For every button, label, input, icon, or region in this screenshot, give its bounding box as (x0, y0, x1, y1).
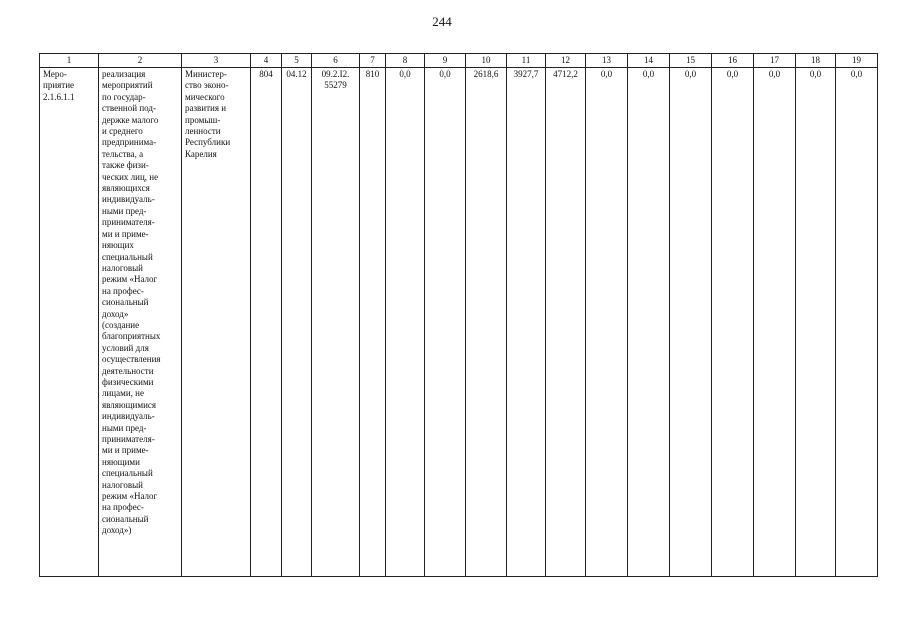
cell-text-line: мического (185, 91, 225, 102)
cell-text-line: ственной под- (102, 103, 156, 114)
cell-text-line: режим «Налог (102, 491, 158, 502)
cell-text-line: ными пред- (102, 422, 147, 433)
cell-col-17: 0,0 (754, 68, 796, 577)
cell-col-5: 04.12 (282, 68, 312, 577)
cell-text-line: и среднего (102, 126, 143, 137)
cell-text-line: Карелия (185, 148, 217, 159)
cell-text-line: няющими (102, 456, 140, 467)
cell-text-line: налоговый (102, 262, 143, 273)
cell-text-line: на профес- (102, 502, 144, 513)
col-header-2: 2 (99, 54, 182, 68)
cell-text-line: условий для (102, 342, 149, 353)
cell-text-line: по государ- (102, 91, 146, 102)
col-header-12: 12 (546, 54, 586, 68)
cell-text-line: доход») (102, 525, 132, 536)
cell-text-line: держке малого (102, 114, 159, 125)
cell-text-line: сиональный (102, 297, 149, 308)
col-header-8: 8 (386, 54, 425, 68)
cell-text-line: Министер- (185, 69, 227, 79)
cell-col-7: 810 (360, 68, 386, 577)
cell-text-line: также физи- (102, 160, 149, 171)
col-header-18: 18 (796, 54, 836, 68)
cell-text-line: ческих лиц, не (102, 171, 159, 182)
col-header-16: 16 (712, 54, 754, 68)
cell-text-line: индивидуаль- (102, 194, 155, 205)
col-header-14: 14 (628, 54, 670, 68)
col-header-17: 17 (754, 54, 796, 68)
col-header-9: 9 (425, 54, 466, 68)
cell-text-line: деятельности (102, 365, 154, 376)
cell-text-line: лицами, не (102, 388, 144, 399)
col-header-15: 15 (670, 54, 712, 68)
cell-col-12: 4712,2 (546, 68, 586, 577)
col-header-7: 7 (360, 54, 386, 68)
cell-text-line: ными пред- (102, 205, 147, 216)
program-table (39, 53, 878, 577)
cell-text-line: ство эконо- (185, 80, 229, 91)
cell-text-line: няющих (102, 240, 134, 251)
cell-text-line: развития и (185, 103, 227, 114)
cell-col-19: 0,0 (836, 68, 878, 577)
cell-text-line: режим «Налог (102, 274, 158, 285)
cell-text-line: индивидуаль- (102, 411, 155, 422)
cell-col-13: 0,0 (586, 68, 628, 577)
cell-col-10: 2618,6 (466, 68, 507, 577)
cell-text-line: специальный (102, 468, 153, 479)
col-header-1: 1 (40, 54, 99, 68)
cell-col-15: 0,0 (670, 68, 712, 577)
cell-col-18: 0,0 (796, 68, 836, 577)
col-header-5: 5 (282, 54, 312, 68)
cell-col-14: 0,0 (628, 68, 670, 577)
col-header-19: 19 (836, 54, 878, 68)
col-header-3: 3 (182, 54, 251, 68)
col-header-11: 11 (507, 54, 546, 68)
cell-text-line: доход» (102, 308, 129, 319)
cell-text-line: осуществления (102, 354, 161, 365)
cell-text-line: тельства, а (102, 148, 144, 159)
cell-text-line: Меро- (43, 69, 67, 79)
cell-text-line: принимателя- (102, 434, 155, 444)
cell-text-line: сиональный (102, 513, 149, 524)
cell-text-line: принимателя- (102, 217, 155, 228)
cell-text-line: налоговый (102, 479, 143, 490)
table-row (40, 68, 878, 577)
col-header-4: 4 (251, 54, 282, 68)
cell-text-line: 55279 (324, 80, 347, 91)
cell-text-line: являющимися (102, 399, 157, 410)
page-number: 244 (432, 14, 452, 29)
cell-text-line: являющихся (102, 183, 150, 194)
cell-text-line: Республики (185, 137, 231, 148)
cell-activity-description (99, 68, 182, 577)
cell-text-line: ленности (185, 126, 221, 137)
cell-text-line: специальный (102, 251, 153, 262)
cell-col-4: 804 (251, 68, 282, 577)
cell-text-line: 2.1.6.1.1 (43, 91, 75, 102)
cell-col-11: 3927,7 (507, 68, 546, 577)
cell-text-line: мероприятий (102, 80, 153, 91)
cell-text-line: физическими (102, 376, 154, 387)
cell-text-line: промыш- (185, 114, 221, 125)
col-header-10: 10 (466, 54, 507, 68)
cell-text-line: на профес- (102, 285, 144, 296)
cell-col-6 (312, 68, 360, 577)
cell-text-line: ми и приме- (102, 445, 149, 456)
cell-col-9: 0,0 (425, 68, 466, 577)
col-header-6: 6 (312, 54, 360, 68)
col-header-13: 13 (586, 54, 628, 68)
cell-text-line: 09.2.I2. (321, 69, 350, 79)
header-row (40, 54, 878, 68)
cell-text-line: приятие (43, 80, 75, 91)
cell-responsible-executor (182, 68, 251, 577)
cell-text-line: ми и приме- (102, 228, 149, 239)
cell-col-8: 0,0 (386, 68, 425, 577)
cell-col-16: 0,0 (712, 68, 754, 577)
cell-text-line: (создание (102, 319, 140, 330)
cell-text-line: благоприятных (102, 331, 161, 342)
cell-text-line: реализация (102, 69, 146, 79)
cell-activity-code (40, 68, 99, 577)
cell-text-line: предпринима- (102, 137, 157, 148)
